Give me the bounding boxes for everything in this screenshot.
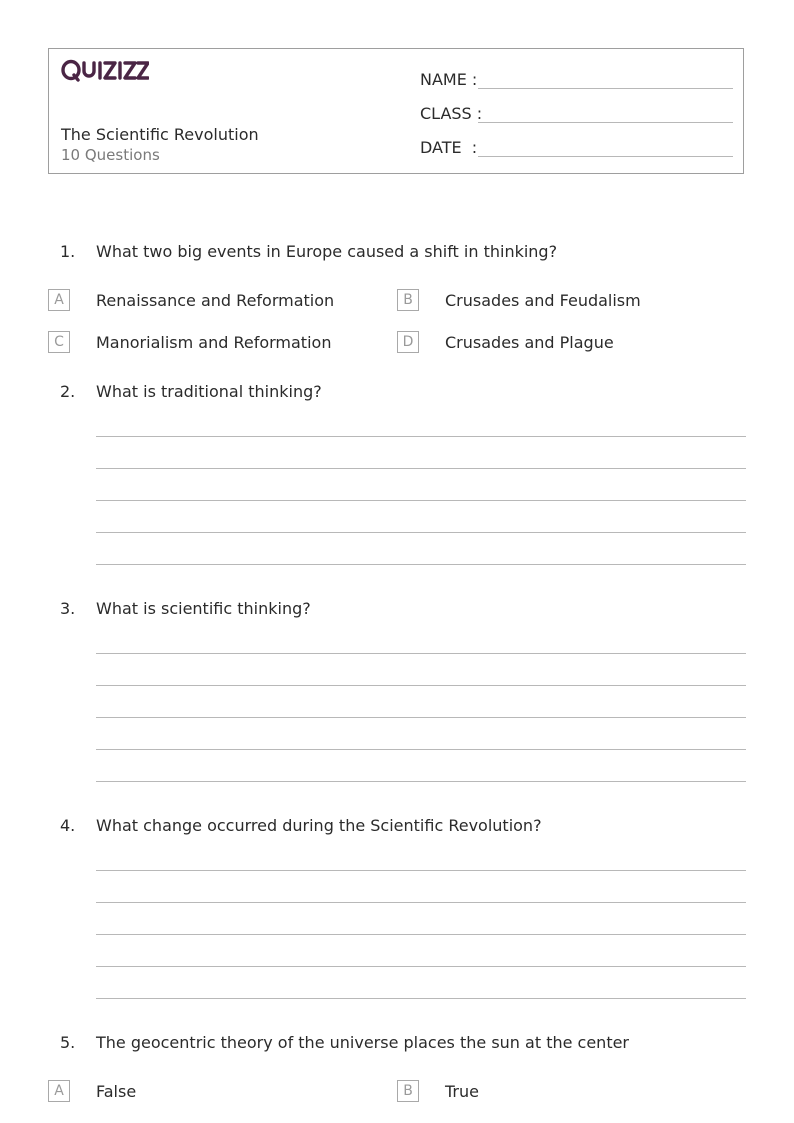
question-number: 2. bbox=[60, 382, 76, 401]
date-label: DATE : bbox=[420, 138, 478, 157]
question-number: 5. bbox=[60, 1033, 76, 1052]
question-text: What two big events in Europe caused a shift in thinking? bbox=[96, 242, 558, 261]
worksheet-title: The Scientific Revolution bbox=[61, 125, 259, 144]
quizizz-logo bbox=[61, 60, 150, 88]
question-number: 1. bbox=[60, 242, 76, 261]
question-text: What is scientific thinking? bbox=[96, 599, 311, 618]
question-number: 3. bbox=[60, 599, 76, 618]
answer-line[interactable] bbox=[96, 998, 746, 999]
class-field[interactable] bbox=[420, 101, 733, 123]
class-label: CLASS : bbox=[420, 104, 483, 123]
logo-wordmark-icon bbox=[61, 58, 149, 84]
q1-option-d[interactable] bbox=[397, 331, 614, 353]
answer-line[interactable] bbox=[96, 468, 746, 469]
option-letter-box[interactable]: C bbox=[48, 331, 70, 353]
q5-option-b[interactable] bbox=[397, 1080, 479, 1102]
option-text: Crusades and Feudalism bbox=[445, 290, 641, 310]
option-text: Renaissance and Reformation bbox=[96, 290, 335, 310]
answer-line[interactable] bbox=[96, 500, 746, 501]
option-text: False bbox=[96, 1081, 137, 1101]
answer-line[interactable] bbox=[96, 870, 746, 871]
name-input-line[interactable] bbox=[478, 70, 733, 89]
question-number: 4. bbox=[60, 816, 76, 835]
q1-option-b[interactable] bbox=[397, 289, 641, 311]
date-input-line[interactable] bbox=[478, 138, 733, 157]
answer-line[interactable] bbox=[96, 749, 746, 750]
option-text: Crusades and Plague bbox=[445, 332, 614, 352]
answer-line[interactable] bbox=[96, 717, 746, 718]
answer-line[interactable] bbox=[96, 653, 746, 654]
class-input-line[interactable] bbox=[478, 104, 733, 123]
option-letter-box[interactable]: B bbox=[397, 289, 419, 311]
q5-option-a[interactable] bbox=[48, 1080, 137, 1102]
option-text: Manorialism and Reformation bbox=[96, 332, 332, 352]
answer-line[interactable] bbox=[96, 934, 746, 935]
question-text: What change occurred during the Scientific Revolution? bbox=[96, 816, 542, 835]
name-label: NAME : bbox=[420, 70, 478, 89]
option-letter-box[interactable]: A bbox=[48, 289, 70, 311]
option-text: True bbox=[445, 1081, 479, 1101]
answer-line[interactable] bbox=[96, 436, 746, 437]
date-field[interactable] bbox=[420, 135, 733, 157]
name-field[interactable] bbox=[420, 67, 733, 89]
logo-text bbox=[61, 58, 150, 90]
question-text: What is traditional thinking? bbox=[96, 382, 322, 401]
q1-option-c[interactable] bbox=[48, 331, 332, 353]
option-letter-box[interactable]: B bbox=[397, 1080, 419, 1102]
answer-line[interactable] bbox=[96, 966, 746, 967]
worksheet-header bbox=[48, 48, 744, 174]
answer-line[interactable] bbox=[96, 532, 746, 533]
answer-line[interactable] bbox=[96, 564, 746, 565]
option-letter-box[interactable]: D bbox=[397, 331, 419, 353]
answer-line[interactable] bbox=[96, 781, 746, 782]
answer-line[interactable] bbox=[96, 685, 746, 686]
q1-option-a[interactable] bbox=[48, 289, 335, 311]
question-text: The geocentric theory of the universe places the sun at the center bbox=[96, 1033, 630, 1052]
question-count: 10 Questions bbox=[61, 146, 160, 164]
option-letter-box[interactable]: A bbox=[48, 1080, 70, 1102]
answer-line[interactable] bbox=[96, 902, 746, 903]
